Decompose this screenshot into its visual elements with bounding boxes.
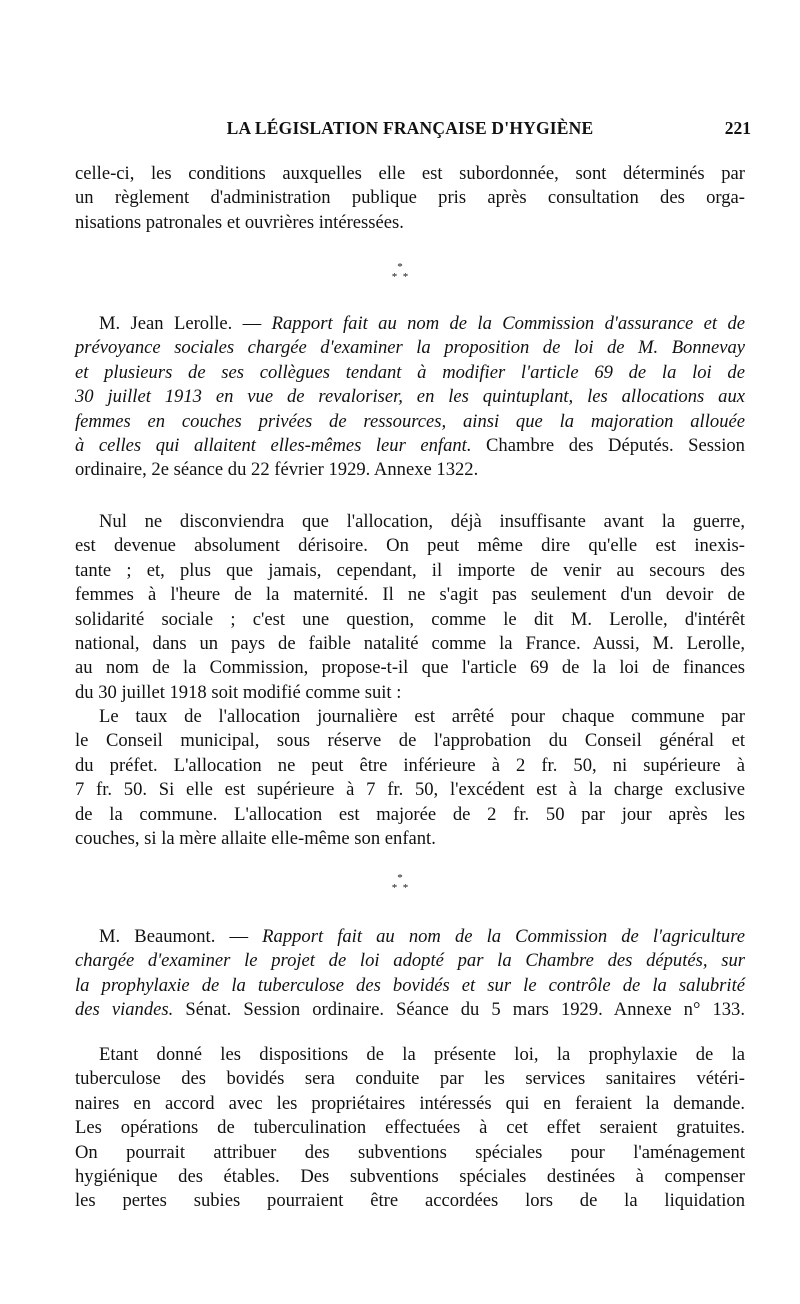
text-line: Nul ne disconviendra que l'allocation, déjà insuffisante avant la guerre, <box>99 511 745 532</box>
report-title-part: la prophylaxie de la tuberculose des bovidés et sur le contrôle de la salubrité <box>75 974 745 996</box>
text-line: nisations patronales et ouvrières intéressées. <box>75 211 404 233</box>
text-line: du préfet. L'allocation ne peut être inférieure à 2 fr. 50, ni supérieure à <box>75 754 745 776</box>
text-line <box>75 410 745 434</box>
text-line <box>75 949 745 973</box>
report-lerolle <box>75 312 745 483</box>
report-title-part: Rapport fait au nom de la Commission d'assurance et de <box>271 313 745 334</box>
text-line: Etant donné les dispositions de la présente loi, la prophylaxie de la <box>99 1044 745 1065</box>
text-line: couches, si la mère allaite elle-même son enfant. <box>75 828 436 850</box>
text-line <box>75 925 745 949</box>
report-title-part: à celles qui allaitent elles-mêmes leur enfant. <box>75 435 472 457</box>
section-separator: * * * <box>391 261 409 283</box>
text-line <box>75 336 745 360</box>
report-title-part: femmes en couches privées de ressources, ainsi que la majoration allouée <box>75 410 745 432</box>
text-line: femmes à l'heure de la maternité. Il ne s'agit pas seulement d'un devoir de <box>75 584 745 606</box>
text-line: au nom de la Commission, propose-t-il que l'article 69 de la loi de finances <box>75 657 745 679</box>
report-title-part: chargée d'examiner le projet de loi adopté par la Chambre des députés, sur <box>75 950 745 972</box>
paragraph-commentary <box>75 510 745 705</box>
report-source: Sénat. Session ordinaire. Séance du 5 mars 1929. Annexe n° 133. <box>173 999 746 1021</box>
text-line: tante ; et, plus que jamais, cependant, il importe de venir au secours des <box>75 559 745 581</box>
report-author: M. Beaumont. — <box>99 926 263 947</box>
text-line: national, dans un pays de faible natalité comme la France. Aussi, M. Lerolle, <box>75 633 745 655</box>
text-line: Le taux de l'allocation journalière est arrêté pour chaque commune par <box>99 706 745 727</box>
text-line <box>75 361 745 385</box>
report-title-part: Rapport fait au nom de la Commission de l'agriculture <box>262 926 745 947</box>
text-line: les pertes subies pourraient être accordées lors de la liquidation <box>75 1190 745 1212</box>
text-line: le Conseil municipal, sous réserve de l'approbation du Conseil général et <box>75 730 745 752</box>
report-title-part: et plusieurs de ses collègues tendant à modifier l'article 69 de la loi de <box>75 361 745 383</box>
text-line: 7 fr. 50. Si elle est supérieure à 7 fr. 50, l'excédent est à la charge exclusive <box>75 779 745 801</box>
report-author: M. Jean Lerolle. — <box>99 313 272 334</box>
page-number: 221 <box>724 118 751 138</box>
report-beaumont <box>75 925 745 1023</box>
text-line: tuberculose des bovidés sera conduite par les services sanitaires vétéri- <box>75 1068 745 1090</box>
running-header <box>75 118 751 144</box>
text-line <box>75 998 745 1022</box>
text-line <box>75 974 745 998</box>
section-separator: * * * <box>391 872 409 894</box>
text-line: celle-ci, les conditions auxquelles elle est subordonnée, sont déterminés par <box>75 163 745 184</box>
text-line: solidarité sociale ; c'est une question, comme le dit M. Lerolle, d'intérêt <box>75 608 745 630</box>
text-line: On pourrait attribuer des subventions spéciales pour l'aménagement <box>75 1141 745 1163</box>
text-line: un règlement d'administration publique pris après consultation des orga- <box>75 187 745 209</box>
text-line <box>75 434 745 458</box>
text-line <box>75 312 745 336</box>
text-line: est devenue absolument dérisoire. On peut même dire qu'elle est inexis- <box>75 535 745 557</box>
intro-paragraph <box>75 162 745 235</box>
report-title-part: des viandes. <box>75 999 174 1021</box>
running-title: LA LÉGISLATION FRANÇAISE D'HYGIÈNE <box>226 118 594 138</box>
paragraph-article-text <box>75 705 745 851</box>
text-line: naires en accord avec les propriétaires intéressés qui en feraient la demande. <box>75 1092 745 1114</box>
report-source: Chambre des Députés. Session <box>471 435 745 457</box>
paragraph-prophylaxis <box>75 1043 745 1214</box>
text-line: du 30 juillet 1918 soit modifié comme suit : <box>75 681 402 703</box>
text-line: Les opérations de tuberculination effectuées à cet effet seraient gratuites. <box>75 1117 745 1139</box>
report-title-part: 30 juillet 1913 en vue de revaloriser, en les quintuplant, les allocations aux <box>75 386 745 408</box>
report-title-part: prévoyance sociales chargée d'examiner la proposition de loi de M. Bonnevay <box>75 337 745 359</box>
text-line: ordinaire, 2e séance du 22 février 1929. Annexe 1322. <box>75 459 479 481</box>
text-line: hygiénique des étables. Des subventions spéciales destinées à compenser <box>75 1166 745 1188</box>
text-line <box>75 385 745 409</box>
text-line: de la commune. L'allocation est majorée de 2 fr. 50 par jour après les <box>75 803 745 825</box>
